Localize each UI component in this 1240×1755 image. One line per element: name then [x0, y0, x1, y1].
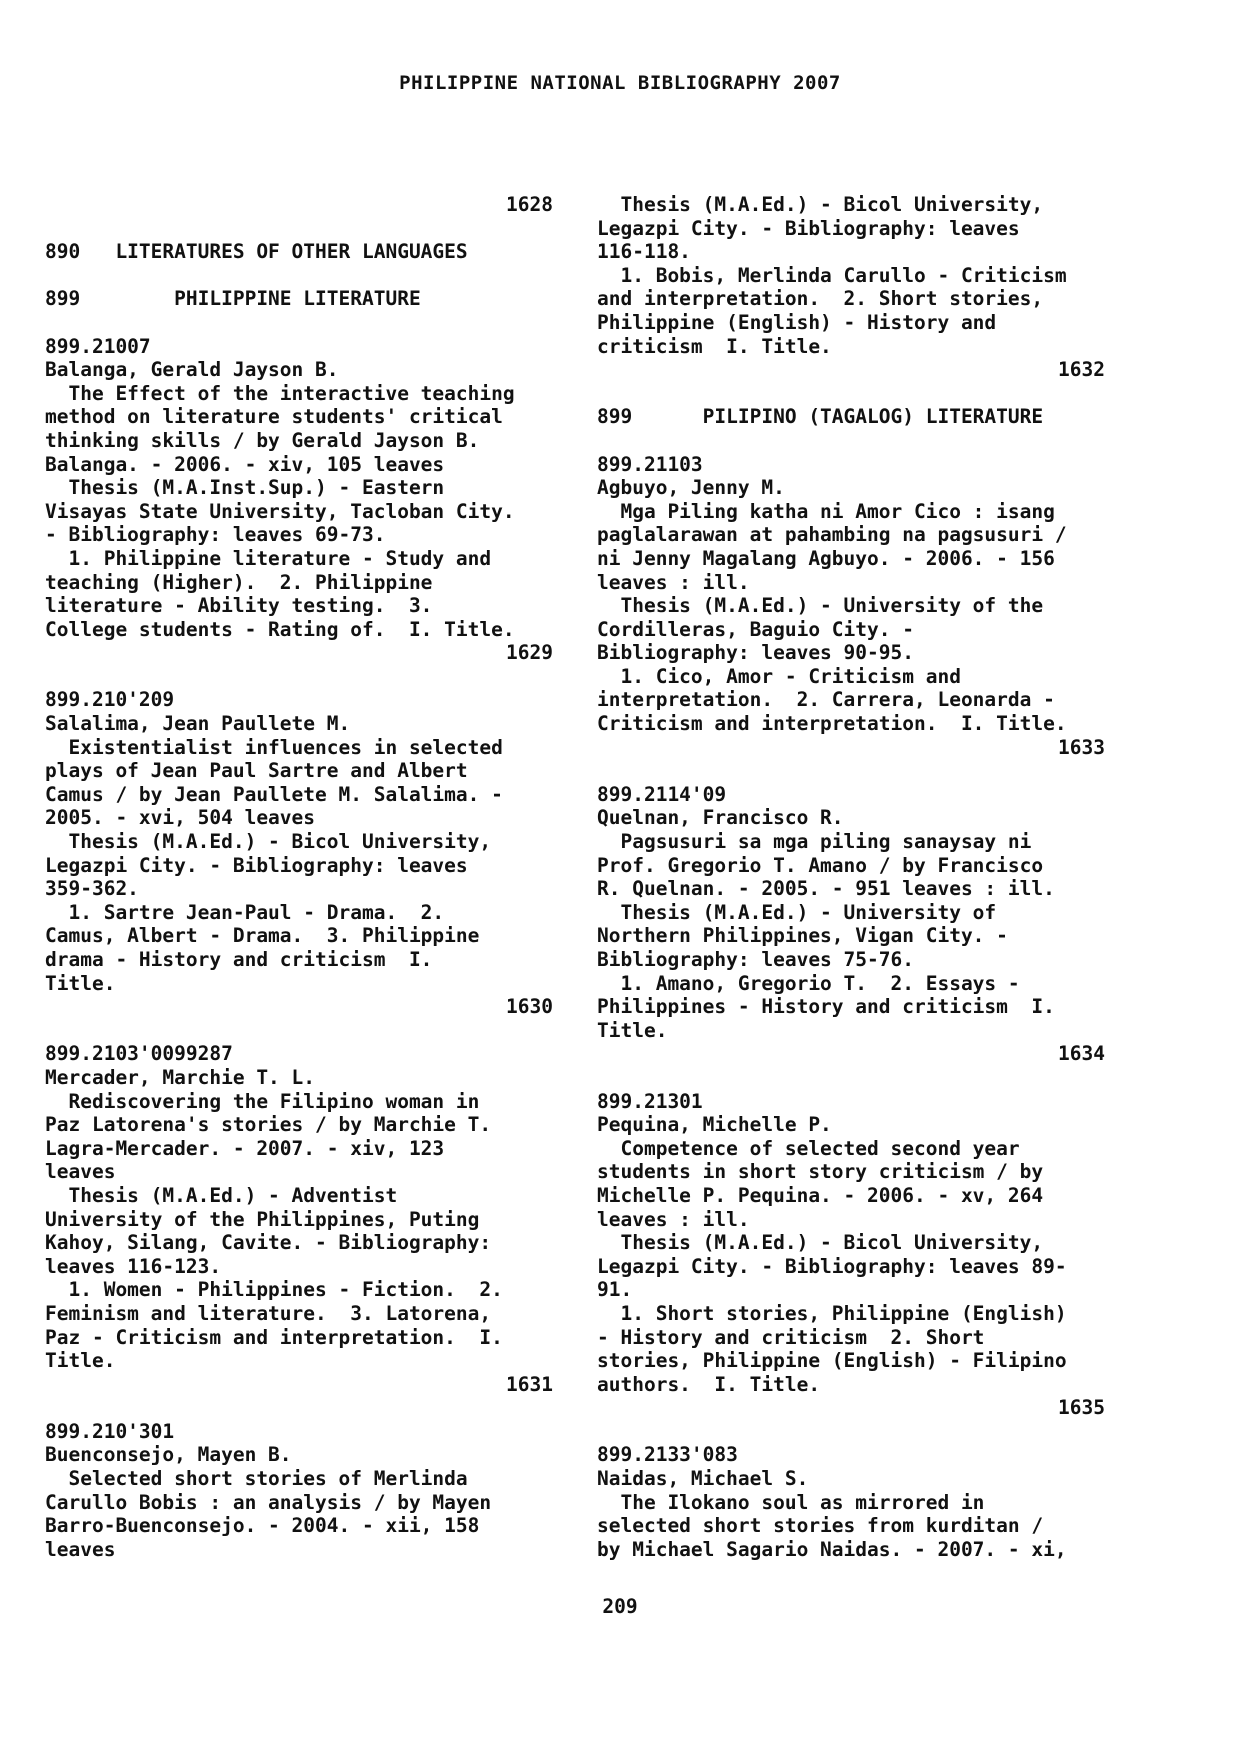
text-line: criticism I. Title. [597, 334, 832, 358]
text-line: Thesis (M.A.Ed.) - University of [597, 900, 997, 924]
text-line: 899.210'301 [45, 1419, 175, 1443]
text-line: leaves : ill. [597, 1207, 750, 1231]
text-line: Rediscovering the Filipino woman in [45, 1089, 480, 1113]
text-line [597, 759, 1105, 783]
entry-number: 1633 [1058, 735, 1105, 759]
entry-number: 1630 [506, 995, 553, 1019]
text-line: 1. Sartre Jean-Paul - Drama. 2. [45, 900, 445, 924]
text-line [597, 1420, 1105, 1444]
text-line: Thesis (M.A.Ed.) - Bicol University, [597, 193, 1044, 216]
text-line: Bibliography: leaves 75-76. [597, 948, 914, 971]
text-line: University of the Philippines, Puting [45, 1207, 480, 1231]
text-line: 899.21007 [45, 334, 151, 358]
text-line: Balanga. - 2006. - xiv, 105 leaves [45, 452, 445, 476]
text-line: College students - Rating of. I. Title. [45, 617, 515, 641]
text-line: Naidas, Michael S. [597, 1467, 809, 1491]
text-line: Title. [45, 1349, 116, 1373]
text-line: Legazpi City. - Bibliography: leaves [597, 216, 1020, 240]
text-line: 899.2114'09 [597, 782, 727, 806]
text-line: Thesis (M.A.Ed.) - Bicol University, [45, 830, 492, 854]
text-line: selected short stories from kurditan / [597, 1514, 1044, 1538]
text-line: Mercader, Marchie T. L. [45, 1065, 316, 1089]
text-line: Title. [597, 1018, 668, 1042]
text-line: authors. I. Title. [597, 1372, 821, 1396]
text-line: Salalima, Jean Paullete M. [45, 712, 351, 736]
text-line: 1. Amano, Gregorio T. 2. Essays - [597, 971, 1020, 995]
text-line: thinking skills / by Gerald Jayson B. [45, 428, 480, 452]
text-line [45, 665, 553, 689]
text-line: Competence of selected second year [597, 1136, 1020, 1160]
page-header-title: PHILIPPINE NATIONAL BIBLIOGRAPHY 2007 [399, 72, 841, 94]
text-line: Philippine (English) - History and [597, 310, 997, 334]
text-line: method on literature students' critical [45, 405, 503, 429]
text-line: The Ilokano soul as mirrored in [597, 1490, 985, 1514]
text-line: R. Quelnan. - 2005. - 951 leaves : ill. [597, 877, 1055, 901]
entry-number: 1629 [506, 641, 553, 665]
text-line: Thesis (M.A.Ed.) - University of the [597, 594, 1044, 618]
text-line: interpretation. 2. Carrera, Leonarda - [597, 688, 1055, 712]
text-line: Feminism and literature. 3. Latorena, [45, 1301, 492, 1325]
text-line: 91. [597, 1278, 633, 1302]
entry-number: 1628 [506, 193, 553, 216]
text-line: Selected short stories of Merlinda [45, 1467, 468, 1491]
text-line: Criticism and interpretation. I. Title. [597, 712, 1067, 736]
text-line: ni Jenny Magalang Agbuyo. - 2006. - 156 [597, 546, 1055, 570]
text-line: Barro-Buenconsejo. - 2004. - xii, 158 [45, 1514, 480, 1538]
text-line: 899.210'209 [45, 688, 175, 712]
text-line: 899 PHILIPPINE LITERATURE [45, 287, 421, 311]
text-line: 890 LITERATURES OF OTHER LANGUAGES [45, 240, 468, 264]
right-column [597, 193, 1105, 1561]
text-line: Balanga, Gerald Jayson B. [45, 358, 339, 382]
text-line: Existentialist influences in selected [45, 735, 503, 759]
text-line: and interpretation. 2. Short stories, [597, 287, 1044, 311]
text-line: Visayas State University, Tacloban City. [45, 499, 515, 523]
text-line: Buenconsejo, Mayen B. [45, 1443, 292, 1467]
text-line: - History and criticism 2. Short [597, 1325, 985, 1349]
text-line: students in short story criticism / by [597, 1160, 1044, 1184]
text-line: 899.2103'0099287 [45, 1042, 233, 1066]
text-line: teaching (Higher). 2. Philippine [45, 570, 433, 594]
text-line: Prof. Gregorio T. Amano / by Francisco [597, 853, 1044, 877]
text-line: leaves [45, 1537, 116, 1561]
text-line [45, 311, 553, 335]
text-line: Philippines - History and criticism I. [597, 995, 1055, 1019]
text-line: 899.2133'083 [597, 1443, 738, 1467]
text-line [45, 1396, 553, 1420]
text-line: 899.21301 [597, 1089, 703, 1113]
text-line: Title. [45, 971, 116, 995]
page-number: 209 [602, 1595, 638, 1618]
text-line: Legazpi City. - Bibliography: leaves 89- [597, 1254, 1067, 1278]
text-line: Thesis (M.A.Inst.Sup.) - Eastern [45, 476, 445, 500]
text-line [597, 429, 1105, 453]
text-line: Pequina, Michelle P. [597, 1113, 832, 1137]
text-line: Camus, Albert - Drama. 3. Philippine [45, 924, 480, 948]
text-line: by Michael Sagario Naidas. - 2007. - xi, [597, 1537, 1067, 1561]
text-line: literature - Ability testing. 3. [45, 594, 433, 618]
text-line: Northern Philippines, Vigan City. - [597, 924, 1008, 948]
text-line [597, 1066, 1105, 1090]
text-line: stories, Philippine (English) - Filipino [597, 1349, 1067, 1373]
text-line: Michelle P. Pequina. - 2006. - xv, 264 [597, 1183, 1044, 1207]
text-line: leaves [45, 1160, 116, 1184]
text-line: Paz Latorena's stories / by Marchie T. [45, 1113, 492, 1137]
text-line: Pagsusuri sa mga piling sanaysay ni [597, 830, 1032, 854]
text-line: 1. Bobis, Merlinda Carullo - Criticism [597, 263, 1067, 287]
text-line: Thesis (M.A.Ed.) - Bicol University, [597, 1231, 1044, 1255]
text-line: 116-118. [597, 240, 691, 264]
text-line: Thesis (M.A.Ed.) - Adventist [45, 1183, 398, 1207]
text-line: 359-362. [45, 877, 139, 901]
text-line: Carullo Bobis : an analysis / by Mayen [45, 1490, 492, 1514]
text-line [45, 264, 553, 288]
text-line: paglalarawan at pahambing na pagsusuri / [597, 523, 1067, 547]
text-line: leaves : ill. [597, 570, 750, 594]
text-line: Paz - Criticism and interpretation. I. [45, 1325, 503, 1349]
text-line: Quelnan, Francisco R. [597, 806, 844, 830]
text-line [597, 382, 1105, 406]
text-line: - Bibliography: leaves 69-73. [45, 523, 386, 547]
text-line: Camus / by Jean Paullete M. Salalima. - [45, 782, 503, 806]
text-line: 899.21103 [597, 452, 703, 476]
entry-number: 1632 [1058, 358, 1105, 382]
text-line: 1. Short stories, Philippine (English) [597, 1301, 1067, 1325]
text-line: drama - History and criticism I. [45, 948, 433, 971]
text-line [45, 1019, 553, 1043]
text-line: Legazpi City. - Bibliography: leaves [45, 853, 468, 877]
text-line [45, 217, 553, 241]
text-line: plays of Jean Paul Sartre and Albert [45, 759, 468, 783]
entry-number: 1634 [1058, 1042, 1105, 1066]
text-line: Lagra-Mercader. - 2007. - xiv, 123 [45, 1136, 445, 1160]
text-line: The Effect of the interactive teaching [45, 381, 515, 405]
text-line: Agbuyo, Jenny M. [597, 476, 785, 500]
entry-number: 1635 [1058, 1396, 1105, 1420]
text-line: Cordilleras, Baguio City. - [597, 617, 914, 641]
text-line: leaves 116-123. [45, 1254, 222, 1278]
text-line: 899 PILIPINO (TAGALOG) LITERATURE [597, 405, 1044, 429]
text-line: Bibliography: leaves 90-95. [597, 641, 914, 665]
text-line: 2005. - xvi, 504 leaves [45, 806, 316, 830]
text-line: Kahoy, Silang, Cavite. - Bibliography: [45, 1231, 492, 1255]
left-column [45, 193, 553, 1561]
text-line: 1. Philippine literature - Study and [45, 546, 492, 570]
text-line: 1. Women - Philippines - Fiction. 2. [45, 1278, 503, 1302]
entry-number: 1631 [506, 1372, 553, 1396]
text-line: Mga Piling katha ni Amor Cico : isang [597, 499, 1055, 523]
text-line: 1. Cico, Amor - Criticism and [597, 664, 961, 688]
